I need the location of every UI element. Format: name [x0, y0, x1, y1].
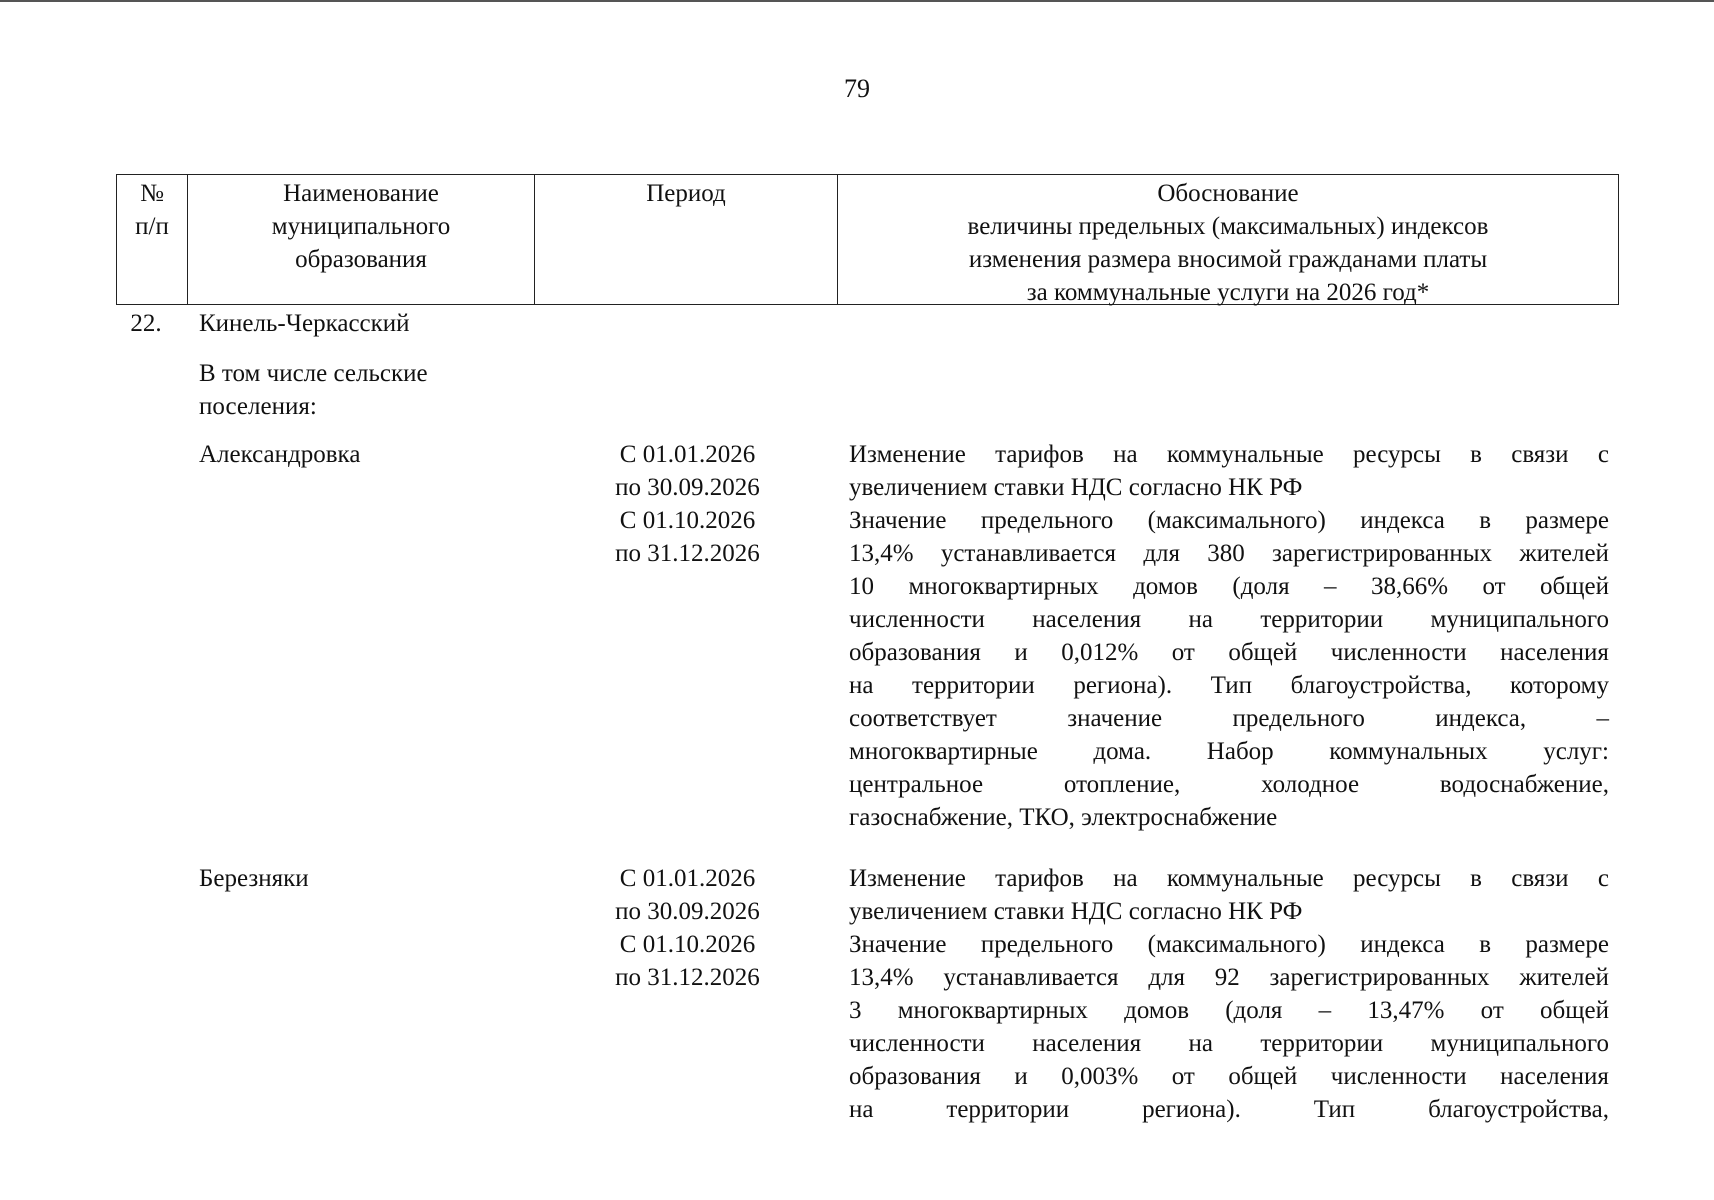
subheading	[199, 357, 519, 423]
header-basis-line: за коммунальные услуги на 2026 год*	[1026, 279, 1430, 306]
basis-line: увеличением ставки НДС согласно НК РФ	[849, 898, 1303, 925]
basis-line: 10 многоквартирных домов (доля – 38,66% от общей	[849, 573, 1609, 600]
basis-line: численности населения на территории муниципального	[849, 1030, 1609, 1057]
header-name-cell	[188, 175, 535, 304]
subheading-line: В том числе сельские	[199, 360, 428, 387]
period-line: С 01.01.2026	[619, 865, 756, 892]
settlement-name: Александровка	[199, 441, 361, 468]
basis-line: Изменение тарифов на коммунальные ресурсы в связи с	[849, 865, 1609, 892]
header-basis-line: величины предельных (максимальных) индексов	[967, 213, 1489, 240]
page-top-edge	[0, 0, 1714, 2]
period-line: по 30.09.2026	[615, 898, 760, 925]
subheading-line: поселения:	[199, 393, 317, 420]
header-name-line: Наименование	[283, 180, 439, 207]
basis-line: Значение предельного (максимального) индекса в размере	[849, 931, 1609, 958]
settlement-basis-text	[849, 438, 1609, 834]
basis-line: численности населения на территории муниципального	[849, 606, 1609, 633]
municipality-name: Кинель-Черкасский	[199, 310, 410, 337]
basis-line: 3 многоквартирных домов (доля – 13,47% от общей	[849, 997, 1609, 1024]
basis-line: многоквартирные дома. Набор коммунальных услуг:	[849, 738, 1609, 765]
settlement-name: Березняки	[199, 865, 309, 892]
period-line: по 30.09.2026	[615, 474, 760, 501]
header-basis-line: Обоснование	[1157, 180, 1299, 207]
basis-line: на территории региона). Тип благоустройства,	[849, 1096, 1609, 1123]
header-name-line: муниципального	[271, 213, 451, 240]
period-line: С 01.10.2026	[619, 931, 756, 958]
header-name-line: образования	[295, 246, 427, 273]
header-period-line: Период	[646, 180, 726, 207]
basis-line: 13,4% устанавливается для 92 зарегистрированных жителей	[849, 964, 1609, 991]
header-basis-line: изменения размера вносимой гражданами платы	[968, 246, 1488, 273]
period-line: С 01.10.2026	[619, 507, 756, 534]
basis-line: образования и 0,012% от общей численности населения	[849, 639, 1609, 666]
basis-line: на территории региона). Тип благоустройства, которому	[849, 672, 1609, 699]
table-header	[116, 174, 1619, 305]
header-basis-cell	[838, 175, 1618, 304]
header-num-line: №	[140, 180, 164, 207]
row-number: 22.	[130, 310, 162, 337]
basis-line: соответствует значение предельного индекса, –	[849, 705, 1609, 732]
basis-line: образования и 0,003% от общей численности населения	[849, 1063, 1609, 1090]
basis-line: Значение предельного (максимального) индекса в размере	[849, 507, 1609, 534]
settlement-period	[590, 862, 785, 994]
page-number: 79	[844, 74, 870, 103]
basis-line: газоснабжение, ТКО, электроснабжение	[849, 804, 1278, 831]
header-num-line: п/п	[135, 213, 169, 240]
header-num-cell	[117, 175, 188, 304]
basis-line: центральное отопление, холодное водоснабжение,	[849, 771, 1609, 798]
period-line: по 31.12.2026	[615, 540, 760, 567]
period-line: С 01.01.2026	[619, 441, 756, 468]
settlement-basis-text	[849, 862, 1609, 1126]
header-period-cell	[535, 175, 838, 304]
basis-line: 13,4% устанавливается для 380 зарегистрированных жителей	[849, 540, 1609, 567]
settlement-period	[590, 438, 785, 570]
period-line: по 31.12.2026	[615, 964, 760, 991]
basis-line: Изменение тарифов на коммунальные ресурсы в связи с	[849, 441, 1609, 468]
basis-line: увеличением ставки НДС согласно НК РФ	[849, 474, 1303, 501]
